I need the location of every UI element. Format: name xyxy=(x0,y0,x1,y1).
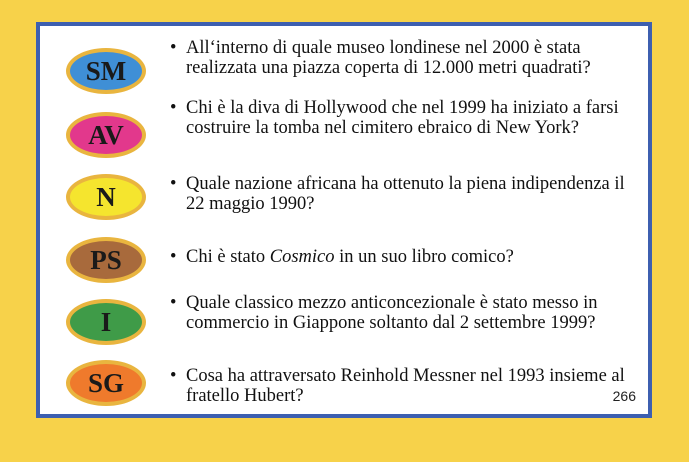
category-badge-sg: SG xyxy=(66,360,146,406)
question-2 xyxy=(170,99,640,138)
category-badge-av: AV xyxy=(66,112,146,158)
question-text: Chi è la diva di Hollywood che nel 1999 ha iniziato a farsi costruire la tomba nel cimitero ebraico di New York? xyxy=(186,98,619,138)
category-badge-i: I xyxy=(66,299,146,345)
category-badge-n: N xyxy=(66,174,146,220)
question-text: All‘interno di quale museo londinese nel 2000 è stata realizzata una piazza coperta di 12.000 metri quadrati? xyxy=(186,38,591,78)
question-text: Chi è stato Cosmico in un suo libro comico? xyxy=(186,247,514,267)
question-1 xyxy=(170,39,640,78)
question-4 xyxy=(170,248,640,268)
bullet-icon: • xyxy=(170,366,177,386)
category-badge-sm: SM xyxy=(66,48,146,94)
question-text: Quale classico mezzo anticoncezionale è stato messo in commercio in Giappone soltanto dal 2 settembre 1999? xyxy=(186,293,598,333)
page-number: 266 xyxy=(612,388,636,404)
bullet-icon: • xyxy=(170,174,177,194)
bullet-icon: • xyxy=(170,293,177,313)
quiz-card xyxy=(36,22,652,418)
question-3 xyxy=(170,175,640,214)
bullet-icon: • xyxy=(170,38,177,58)
category-badge-ps: PS xyxy=(66,237,146,283)
question-text: Quale nazione africana ha ottenuto la piena indipendenza il 22 maggio 1990? xyxy=(186,174,625,214)
italic-title: Cosmico xyxy=(269,247,335,267)
question-text: Cosa ha attraversato Reinhold Messner nel 1993 insieme al fratello Hubert? xyxy=(186,366,625,406)
bullet-icon: • xyxy=(170,247,177,267)
bullet-icon: • xyxy=(170,98,177,118)
question-5 xyxy=(170,294,640,333)
question-6 xyxy=(170,367,640,406)
